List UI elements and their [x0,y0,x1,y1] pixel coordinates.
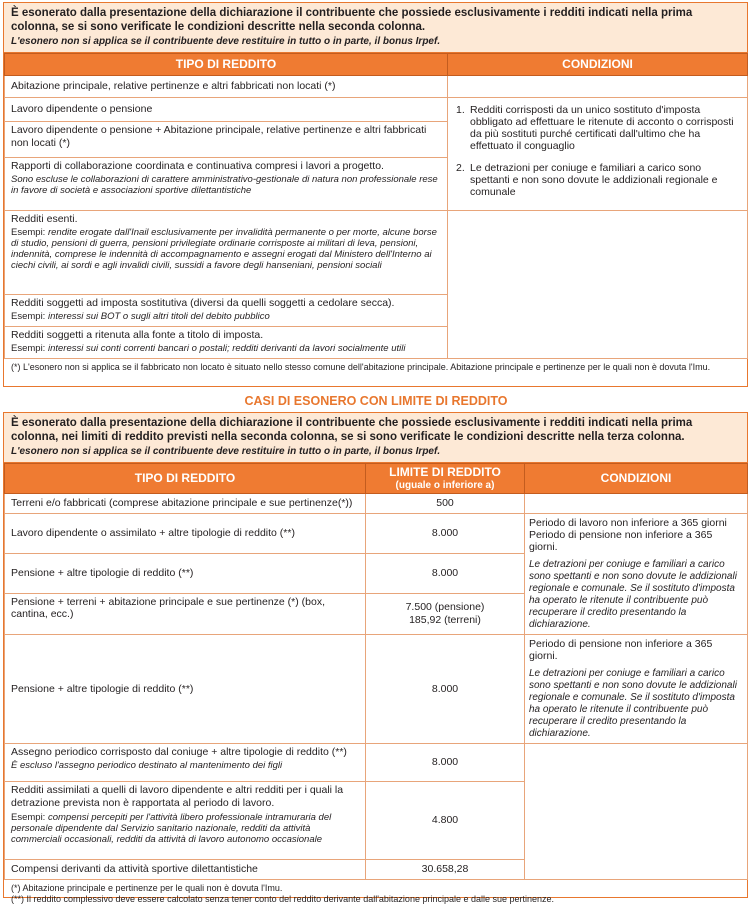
header-limite: LIMITE DI REDDITO (uguale o inferiore a) [366,464,525,494]
row-text: Redditi soggetti ad imposta sostitutiva (diversi da quelli soggetti a cedolare secca). [11,297,395,309]
row-examples: Esempi: interessi sui conti correnti bancari o postali; redditi derivanti da lavori socialmente utili [11,342,406,354]
intro-note: L'esonero non si applica se il contribuente deve restituire in tutto o in parte, il bonus Irpef. [11,446,441,457]
table-row: Compensi derivanti da attività sportive dilettantistiche [5,860,366,880]
limit-cell: 7.500 (pensione) 185,92 (terreni) [366,593,525,634]
row-note: Sono escluse le collaborazioni di carattere amministrativo-gestionale di natura non professionale rese in favore di società e associazioni sportive dilettantistiche [11,173,438,196]
table-row: Assegno periodico corrisposto dal coniuge + altre tipologie di reddito (**) È escluso l'assegno periodico destinato al mantenimento dei figli [5,744,366,782]
table-row: Pensione + altre tipologie di reddito (**) [5,635,366,744]
limit-cell: 8.000 [366,635,525,744]
row-examples: Esempi: compensi percepiti per l'attività libero professionale intramuraria del personale dipendente dal Servizio sanitario nazionale, redditi da attività commerciali occasionali, redditi da attività di lavoro autonomo occasionale [11,812,332,845]
limit-cell: 30.658,28 [366,860,525,880]
section-title: CASI DI ESONERO CON LIMITE DI REDDITO [244,394,508,408]
box-esonero-limite [3,412,748,904]
intro-note: L'esonero non si applica se il contribuente deve restituire in tutto o in parte, il bonus Irpef. [11,36,441,47]
table-row: Pensione + terreni + abitazione principale e sue pertinenze (*) (box, cantina, ecc.) [5,593,366,634]
intro-text: È esonerato dalla presentazione della dichiarazione il contribuente che possiede esclusivamente i redditi indicati nella prima colonna, se si sono verificate le condizioni descritte nella seconda colonna. [11,7,693,33]
row-text: Redditi soggetti a ritenuta alla fonte a titolo di imposta. [11,329,264,341]
table-row [5,76,448,98]
row-text: Redditi esenti. [11,213,78,225]
intro-box1 [4,3,747,53]
empty-cell [525,494,748,514]
conditions-cell [448,98,748,211]
limit-cell: 4.800 [366,782,525,860]
footnotes-box2 [4,880,747,908]
limit-cell: 500 [366,494,525,514]
header-condizioni: CONDIZIONI [448,54,748,76]
header-condizioni: CONDIZIONI [525,464,748,494]
row-text: Abitazione principale, relative pertinenze e altri fabbricati non locati (*) [11,80,336,93]
limit-cell: 8.000 [366,514,525,554]
condition-item: 2. Le detrazioni per coniuge e familiari a carico sono spettanti e non sono dovute le addizionali regionale e comunale [456,162,718,198]
footnote-box1: (*) L'esonero non si applica se il fabbricato non locato è situato nello stesso comune dell'abitazione principale. Abitazione principale e pertinenze per le quali non è dovuta l'Imu. [11,362,711,372]
empty-cell [448,76,748,98]
conditions-cell-b: Periodo di pensione non inferiore a 365 giorni. Le detrazioni per coniuge e familiari a carico sono spettanti e non sono dovute le addizionali regionale e comunale. Se il sostituto d'imposta ha operato le ritenute il contribuente può recuperare il credito presentando la dichiarazione. [525,635,748,744]
empty-cell [525,744,748,880]
table-row [5,98,448,122]
limit-cell: 8.000 [366,744,525,782]
table-row [5,122,448,158]
empty-cell [448,211,748,359]
table-row: Terreni e/o fabbricati (comprese abitazione principale e sue pertinenze(*)) [5,494,366,514]
header-tipo-reddito: TIPO DI REDDITO [5,54,448,76]
box-esonero-generale [3,2,748,387]
table-row: Lavoro dipendente o assimilato + altre tipologie di reddito (**) [5,514,366,554]
intro-text: È esonerato dalla presentazione della dichiarazione il contribuente che possiede esclusivamente i redditi indicati nella prima colonna, nei limiti di reddito previsti nella seconda colonna, se si sono verificate le condizioni descritte nella terza colonna. [11,417,693,443]
table-row [5,211,448,295]
table-row: Pensione + altre tipologie di reddito (**) [5,553,366,593]
table-row [5,295,448,327]
footnote-1: (*) Abitazione principale e pertinenze per le quali non è dovuta l'Imu. [11,883,283,893]
table-row [5,158,448,211]
condition-item: 1. Redditi corrisposti da un unico sostituto d'imposta obbligato ad effettuare le ritenute di acconto o corrisposti da più sostituti purché certificati dall'ultimo che ha effettuato il conguaglio [456,104,734,152]
row-text: Lavoro dipendente o pensione + Abitazione principale, relative pertinenze e altri fabbricati non locati (*) [11,124,427,149]
row-examples: Esempi: rendite erogate dall'Inail esclusivamente per invalidità permanente o per morte, alcune borse di studio, pensioni di guerra, pensioni privilegiate ordinarie corrisposte ai militari di leva, pensioni, indennità, comprese le indennità di accompagnamento e assegni erogati dal Ministero dell'Interno ai ciechi civili, ai sordi e agli invalidi civili, sussidi a favore degli hanseniani, pensioni sociali [11,226,437,271]
table-row [5,327,448,359]
table-esonero [4,53,748,359]
conditions-cell-a: Periodo di lavoro non inferiore a 365 giorni Periodo di pensione non inferiore a 365 giorni. Le detrazioni per coniuge e familiari a carico sono spettanti e non sono dovute le addizionali regionale e comunale. Se il sostituto d'imposta ha operato le ritenute il contribuente può recuperare il credito presentando la dichiarazione. [525,514,748,635]
row-examples: Esempi: interessi sui BOT o sugli altri titoli del debito pubblico [11,310,270,322]
row-text: Lavoro dipendente o pensione [11,103,153,116]
header-tipo-reddito: TIPO DI REDDITO [5,464,366,494]
limit-cell: 8.000 [366,553,525,593]
intro-box2 [4,413,747,463]
table-row: Redditi assimilati a quelli di lavoro dipendente e altri redditi per i quali la detrazione prevista non è rapportata al periodo di lavoro. Esempi: compensi percepiti per l'attività libero professionale intramuraria del personale dipendente dal Servizio sanitario nazionale, redditi da attività commerciali occasionali, redditi da attività di lavoro autonomo occasionale [5,782,366,860]
footnote-2: (**) Il reddito complessivo deve essere calcolato senza tener conto del reddito derivante dall'abitazione principale e dalle sue pertinenze. [11,894,555,904]
table-esonero-limite [4,463,748,880]
row-text: Rapporti di collaborazione coordinata e continuativa compresi i lavori a progetto. [11,160,384,173]
